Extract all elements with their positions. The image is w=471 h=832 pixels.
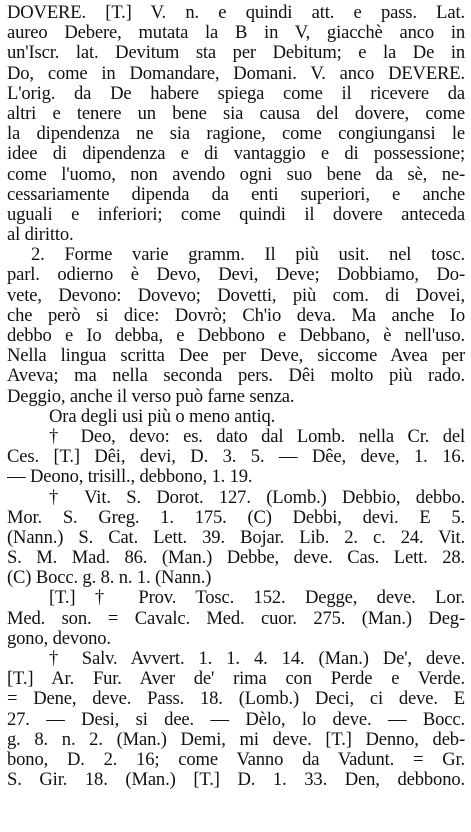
text-line: parl. odierno è Devo, Devi, Deve; Dobbiamo, Do- [7,265,465,286]
text-line: † Deo, devo: es. dato dal Lomb. nella Cr. del [49,426,465,447]
text-line: come l'uomo, non avendo ogni suo bene da sè, ne- [7,164,465,185]
text-line: aureo Debere, mutata la B in V, giacchè anco in [7,23,465,44]
text-line: Aveva; ma nella seconda pers. Dêi molto più rado. [7,366,465,387]
text-line: † Vit. S. Dorot. 127. (Lomb.) Debbio, debbo. [49,487,465,508]
text-line: cessariamente dipenda da enti superiori, e anche [7,184,465,205]
text-line: S. M. Mad. 86. (Man.) Debbe, deve. Cas. Lett. 28. [7,548,465,569]
text-line: bono, D. 2. 16; come Vanno da Vadunt. = Gr. [7,749,465,770]
text-line: gono, devono. [7,628,111,649]
text-line: altri e tenere un bene sia causa del dovere, come [7,103,465,124]
text-line: al diritto. [7,225,74,246]
text-line: DOVERE. [T.] V. n. e quindi att. e pass. Lat. [7,3,465,23]
text-line: Deggio, anche il verso può farne senza. [7,386,295,407]
entry-dovere [7,3,465,790]
text-line: un'Iscr. lat. Devitum sta per Debitum; e la De in [7,43,465,64]
text-line: uguali e inferiori; come quindi il dovere anteceda [7,204,465,225]
text-line: Ces. [T.] Dêi, devi, D. 3. 5. — Dêe, deve, 1. 16. [7,447,465,468]
text-line: idee di dipendenza e di vantaggio e di possessione; [7,144,465,165]
text-line: Mor. S. Greg. 1. 175. (C) Debbi, devi. E 5. [7,507,465,528]
text-line: 27. — Desi, si dee. — Dèlo, lo deve. — Bocc. [7,709,465,730]
text-line: vete, Devono: Dovevo; Dovetti, più com. di Dovei, [7,285,465,306]
text-line: [T.] † Prov. Tosc. 152. Degge, deve. Lor. [49,588,465,609]
text-line: che però si dice: Dovrò; Ch'io deva. Ma anche Io [7,305,465,326]
text-line: Med. son. = Cavalc. Med. cuor. 275. (Man.) Deg- [7,608,465,629]
text-line: (Nann.) S. Cat. Lett. 39. Bojar. Lib. 2. c. 24. Vit. [7,527,465,548]
text-line: = Dene, deve. Pass. 18. (Lomb.) Deci, ci deve. E [7,689,465,710]
text-line: g. 8. n. 2. (Man.) Demi, mi deve. [T.] Denno, deb- [7,729,465,750]
text-line: 2. Forme varie gramm. Il più usit. nel tosc. [31,245,465,266]
text-line: Do, come in Domandare, Domani. V. anco DEVERE. [7,63,465,84]
text-line: (C) Bocc. g. 8. n. 1. (Nann.) [7,568,212,589]
text-line: [T.] Ar. Fur. Aver de' rima con Perde e Verde. [7,669,465,690]
text-line: † Salv. Avvert. 1. 1. 4. 14. (Man.) De', deve. [49,649,465,669]
text-line: S. Gir. 18. (Man.) [T.] D. 1. 33. Den, debbono. [7,770,465,791]
text-line: Nella lingua scritta Dee per Deve, siccome Avea per [7,346,465,367]
text-line: Ora degli usi più o meno antiq. [49,406,276,427]
text-line: L'orig. da De habere spiega come il ricevere da [7,83,465,104]
text-line: debbo e Io debba, e Debbono e Debbano, è nell'uso. [7,326,465,346]
text-line: — Deono, trisill., debbono, 1. 19. [7,467,253,488]
text-line: la dipendenza ne sia ragione, come congiungansi le [7,124,465,145]
